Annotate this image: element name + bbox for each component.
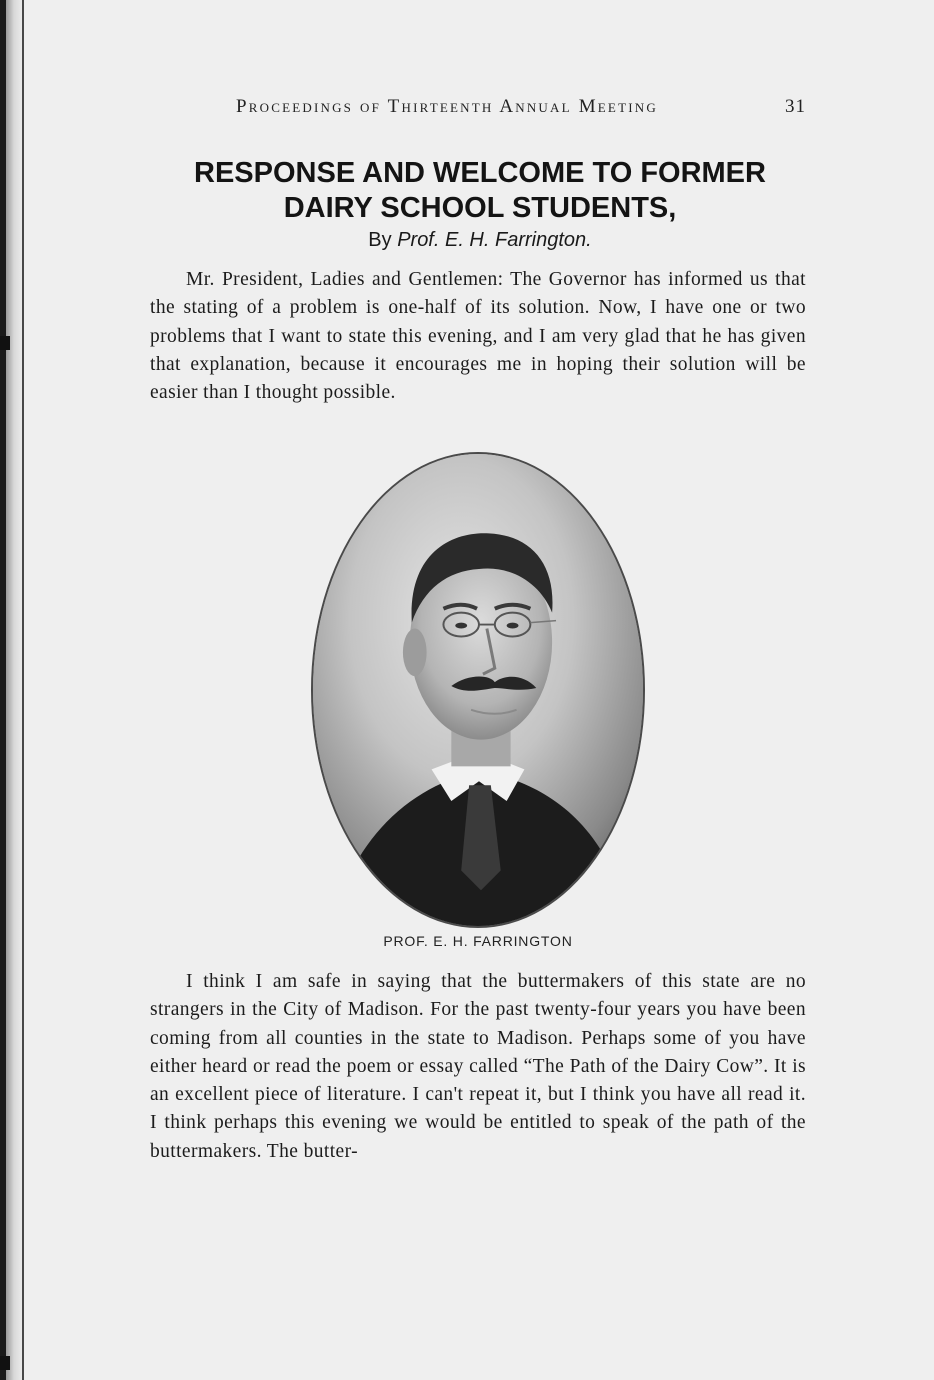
figure-caption: PROF. E. H. FARRINGTON [383, 933, 573, 949]
article-title-line-2: DAIRY SCHOOL STUDENTS, [283, 192, 677, 224]
article-title [150, 156, 810, 226]
byline [150, 229, 810, 252]
margin-mark [0, 336, 10, 350]
margin-mark [0, 1356, 10, 1370]
article-title-line-1: RESPONSE AND WELCOME TO FORMER [194, 157, 766, 189]
body-paragraph-2 [150, 968, 806, 1166]
running-head [236, 96, 806, 118]
portrait-illustration [313, 454, 643, 926]
byline-author: Prof. E. H. Farrington. [397, 229, 592, 251]
body-paragraph-1 [150, 266, 806, 407]
paragraph-text: I think I am safe in saying that the buttermakers of this state are no strangers in the City of Madison. For the past twenty-four years you have been coming from all counties in the state to Madison. Perhaps some of you have either heard or read the poem or essay called “The Path of the Dairy Cow”. It is an excellent piece of literature. I can't repeat it, but I think you have all read it. I think perhaps this evening we would be entitled to speak of the path of the buttermakers. The butter- [150, 971, 806, 1162]
byline-prefix: By [368, 229, 392, 251]
running-head-text: Proceedings of Thirteenth Annual Meeting [236, 96, 658, 117]
page-gutter-line [22, 0, 24, 1380]
page-number: 31 [785, 96, 806, 117]
portrait-photo [311, 452, 645, 928]
paragraph-text: Mr. President, Ladies and Gentlemen: The Governor has informed us that the stating of a problem is one-half of its solution. Now, I have one or two problems that I want to state this evening, and I am very glad that he has given that explanation, because it encourages me in hoping their solution will be easier than I thought possible. [150, 269, 806, 404]
